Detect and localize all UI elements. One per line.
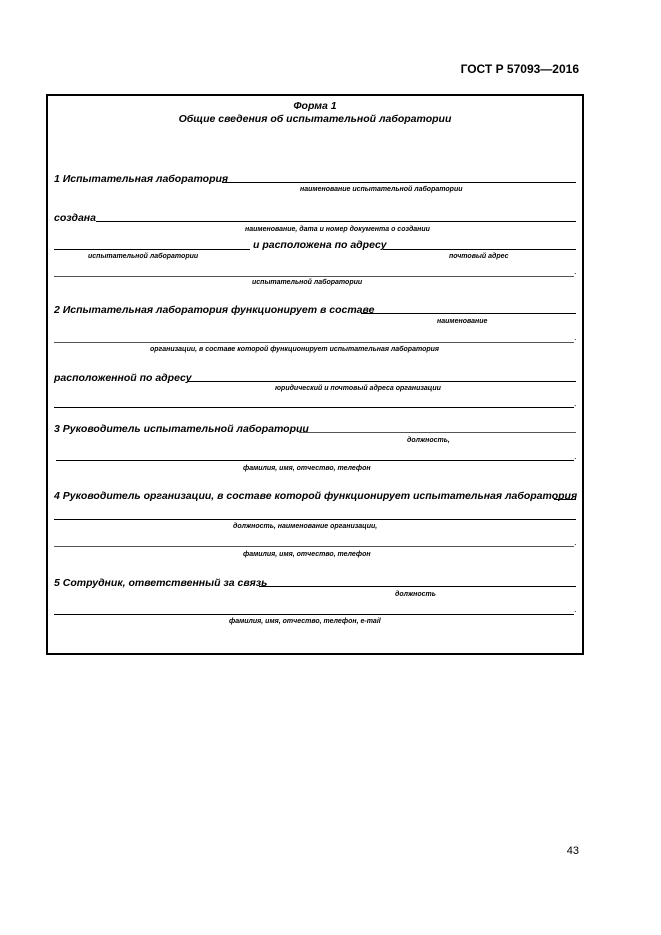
organization-continuation-field[interactable] xyxy=(54,342,574,343)
head-position-hint: должность, xyxy=(407,437,450,444)
section-3-label: 3 Руководитель испытательной лаборатории xyxy=(54,423,309,435)
section-2-label: 2 Испытательная лаборатория функционирует в составе xyxy=(54,304,375,316)
contact-name-field[interactable] xyxy=(54,614,574,615)
org-head-position-field[interactable] xyxy=(54,519,576,520)
lab-hint: испытательной лаборатории xyxy=(88,253,199,260)
lab-hint-2: испытательной лаборатории xyxy=(252,279,363,286)
section-5-label: 5 Сотрудник, ответственный за связь xyxy=(54,577,268,589)
period: . xyxy=(574,537,577,547)
postal-address-hint: почтовый адрес xyxy=(449,253,509,260)
period: . xyxy=(574,332,577,342)
organization-name-hint: наименование xyxy=(437,318,488,325)
head-position-field[interactable] xyxy=(299,432,576,433)
organization-address-hint: юридический и почтовый адреса организации xyxy=(275,385,441,392)
creation-continuation-field[interactable] xyxy=(54,249,250,250)
org-head-position-hint: должность, наименование организации, xyxy=(233,523,378,530)
organization-name-field[interactable] xyxy=(361,313,576,314)
lab-name-field[interactable] xyxy=(222,182,576,183)
creation-document-field[interactable] xyxy=(96,221,576,222)
lab-name-hint: наименование испытательной лаборатории xyxy=(300,186,463,193)
contact-position-hint: должность xyxy=(395,591,436,598)
creation-document-hint: наименование, дата и номер документа о создании xyxy=(245,226,430,233)
period: . xyxy=(574,604,577,614)
located-at-label: расположенной по адресу xyxy=(54,372,192,384)
period: . xyxy=(574,266,577,276)
section-4-label: 4 Руководитель организации, в составе которой функционирует испытательная лаборатория xyxy=(54,490,578,502)
org-head-name-field[interactable] xyxy=(54,546,574,547)
located-label: и расположена по адресу xyxy=(253,239,387,251)
postal-address-field[interactable] xyxy=(383,249,576,250)
period: . xyxy=(574,451,577,461)
contact-name-hint: фамилия, имя, отчество, телефон, e-mail xyxy=(229,618,381,625)
address-continuation-field[interactable] xyxy=(54,276,574,277)
period: . xyxy=(574,398,577,408)
head-name-hint: фамилия, имя, отчество, телефон xyxy=(243,465,371,472)
form-subtitle: Общие сведения об испытательной лаборатории xyxy=(178,113,452,125)
head-name-field[interactable] xyxy=(56,460,574,461)
form-title: Форма 1 xyxy=(293,100,337,112)
section-1-label: 1 Испытательная лаборатория xyxy=(54,173,229,185)
document-code: ГОСТ Р 57093—2016 xyxy=(460,62,579,76)
organization-address-field[interactable] xyxy=(187,381,576,382)
created-label: создана xyxy=(54,212,96,224)
organization-hint: организации, в составе которой функционирует испытательная лаборатория xyxy=(150,346,440,353)
org-head-field-start[interactable] xyxy=(554,499,576,500)
org-head-name-hint: фамилия, имя, отчество, телефон xyxy=(243,551,371,558)
organization-address-continuation-field[interactable] xyxy=(54,407,574,408)
contact-position-field[interactable] xyxy=(259,586,576,587)
page-number: 43 xyxy=(566,845,579,857)
